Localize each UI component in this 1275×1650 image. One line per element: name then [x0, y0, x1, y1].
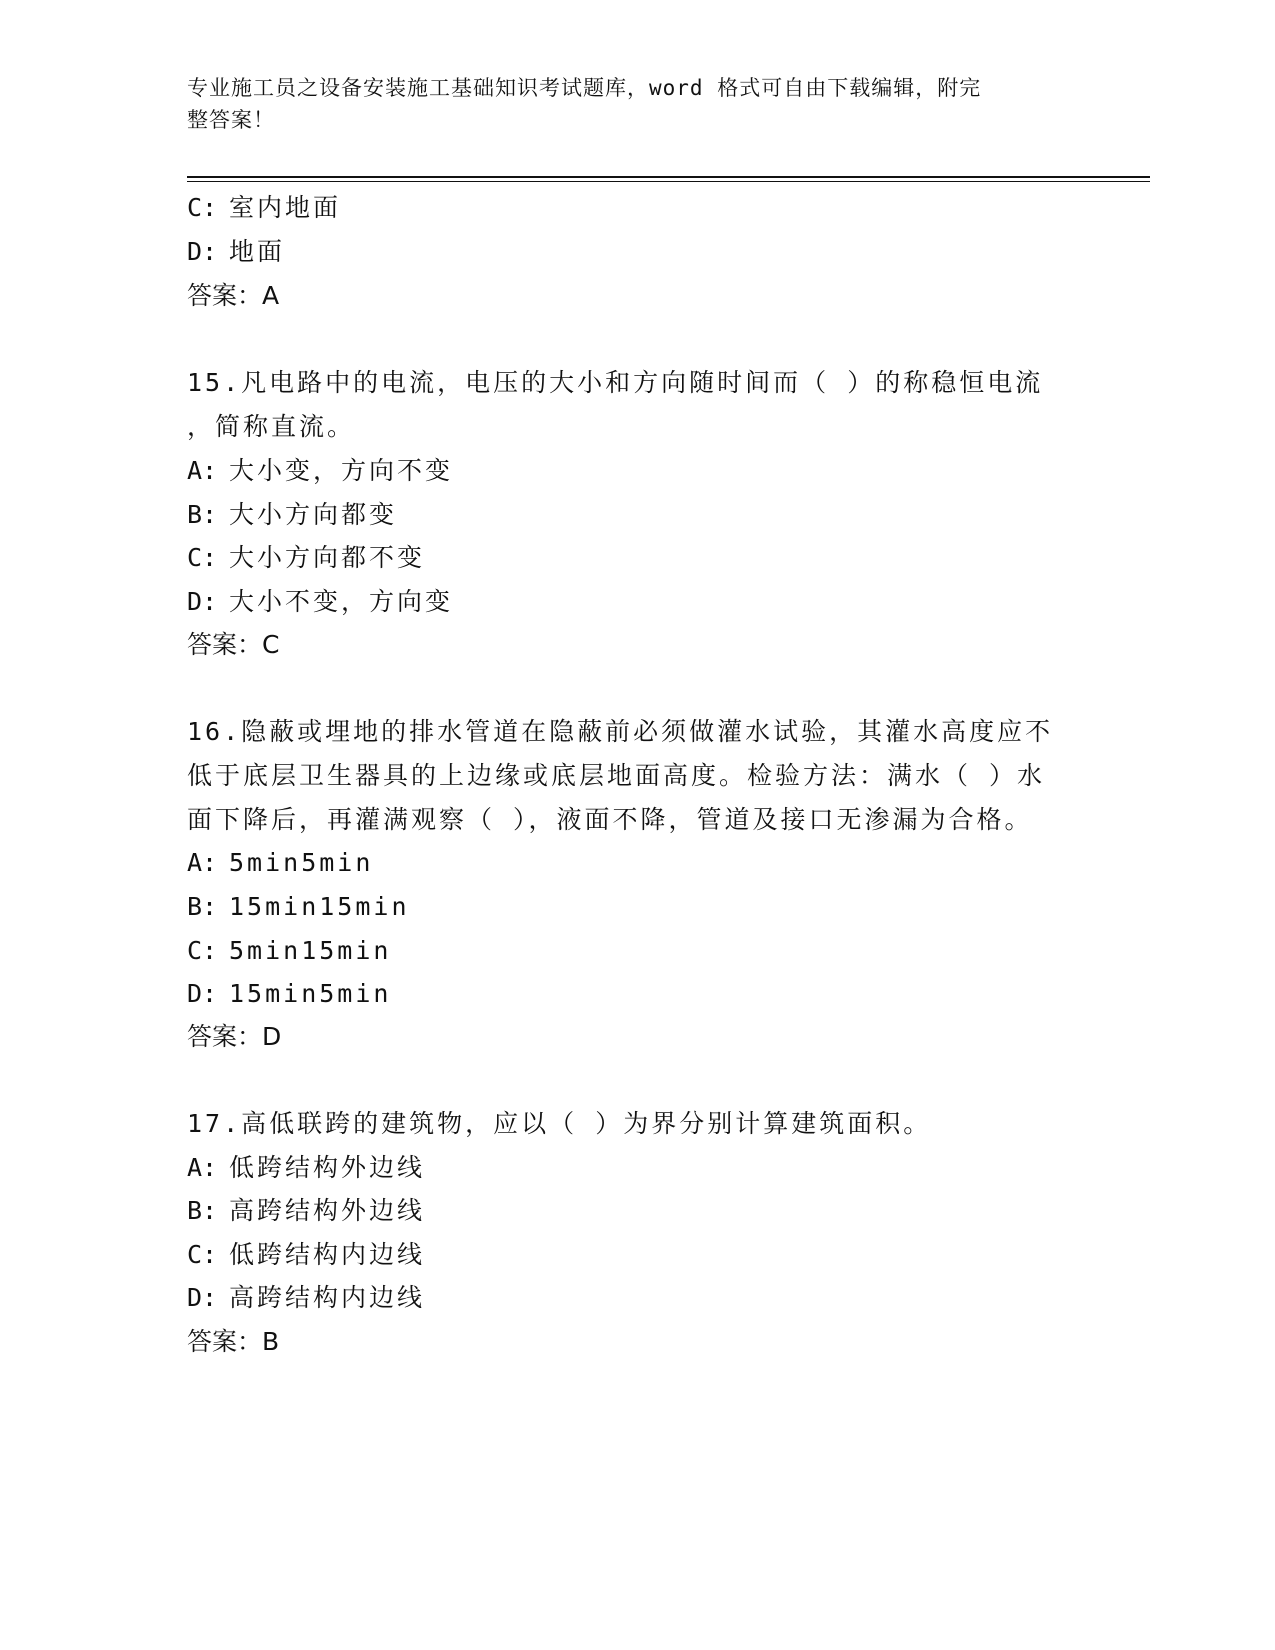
- question-16-text: 16.隐蔽或埋地的排水管道在隐蔽前必须做灌水试验，其灌水高度应不: [187, 717, 1054, 746]
- option-a: A: 5min5min: [187, 848, 374, 877]
- option-a: A: 大小变，方向不变: [187, 456, 454, 485]
- document-header: [187, 72, 1067, 136]
- answer-line: 答案：B: [187, 1327, 280, 1356]
- option-c: C: 5min15min: [187, 936, 392, 965]
- option-c: C: 室内地面: [187, 193, 342, 222]
- answer-line: 答案：C: [187, 630, 280, 659]
- header-divider-thin: [187, 181, 1150, 182]
- question-15-text: 15.凡电路中的电流，电压的大小和方向随时间而（ ）的称稳恒电流: [187, 368, 1044, 397]
- answer-line: 答案：D: [187, 1022, 282, 1051]
- option-d: D: 15min5min: [187, 979, 392, 1008]
- question-15-text-cont: ，简称直流。: [187, 412, 356, 441]
- header-line-1: 专业施工员之设备安装施工基础知识考试题库，word 格式可自由下载编辑，附完: [187, 76, 982, 100]
- question-17-text: 17.高低联跨的建筑物，应以（ ）为界分别计算建筑面积。: [187, 1109, 932, 1138]
- header-line-2: 整答案！: [187, 108, 275, 132]
- option-b: B: 大小方向都变: [187, 500, 398, 529]
- option-d: D: 高跨结构内边线: [187, 1283, 426, 1312]
- option-d: D: 大小不变，方向变: [187, 587, 454, 616]
- question-16-text-cont: 面下降后，再灌满观察（ ），液面不降，管道及接口无渗漏为合格。: [187, 805, 1033, 834]
- header-divider-thick: [187, 176, 1150, 178]
- option-b: B: 15min15min: [187, 892, 410, 921]
- answer-line: 答案：A: [187, 281, 280, 310]
- option-b: B: 高跨结构外边线: [187, 1196, 426, 1225]
- option-c: C: 大小方向都不变: [187, 543, 426, 572]
- option-a: A: 低跨结构外边线: [187, 1153, 426, 1182]
- option-c: C: 低跨结构内边线: [187, 1240, 426, 1269]
- question-16-text-cont: 低于底层卫生器具的上边缘或底层地面高度。检验方法：满水（ ）水: [187, 761, 1046, 790]
- option-d: D: 地面: [187, 237, 286, 266]
